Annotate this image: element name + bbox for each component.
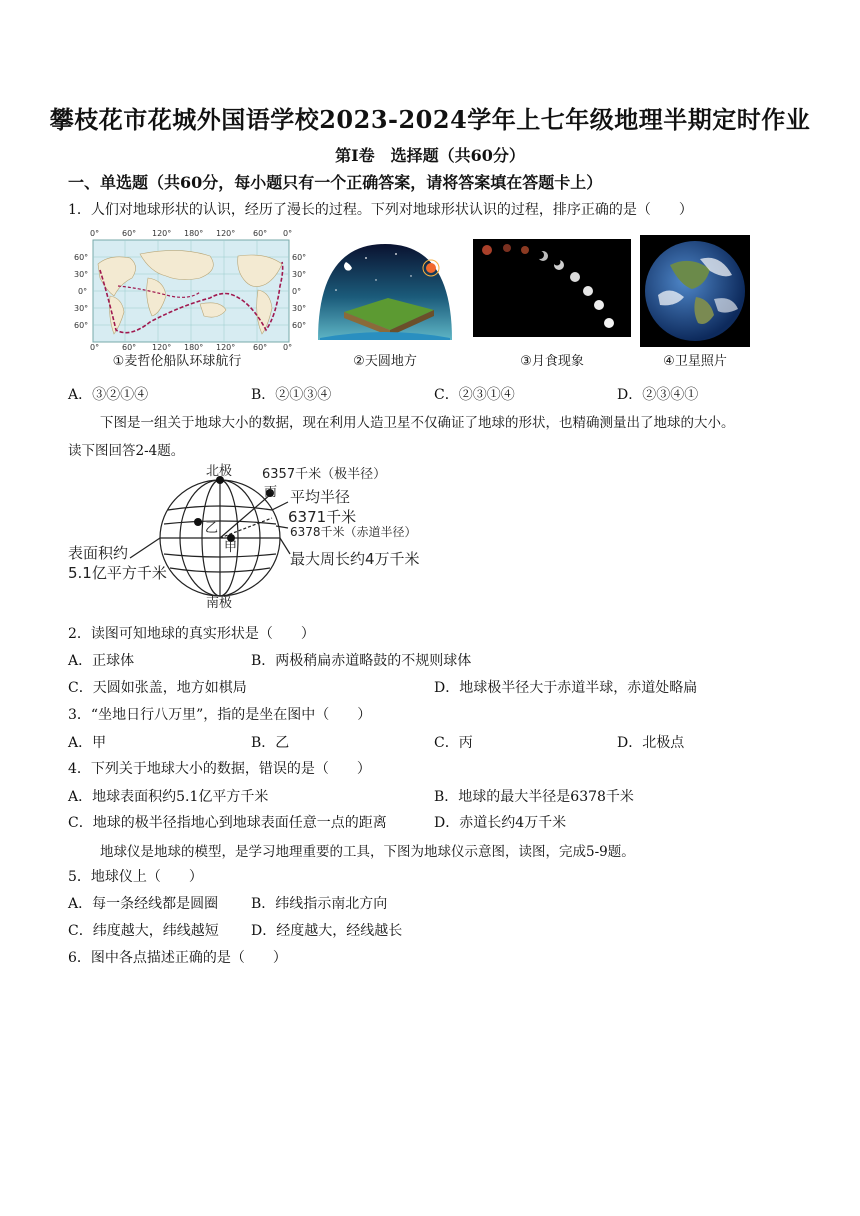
q3-option-c[interactable]: C．丙	[434, 735, 473, 751]
mean-radius-label: 平均半径	[290, 488, 351, 506]
q1-stem: 1．人们对地球形状的认识，经历了漫长的过程。下列对地球形状认识的过程，排序正确的是（ ）	[68, 202, 693, 218]
caption-satellite: ④卫星照片	[663, 354, 727, 369]
surface-area-label: 表面积约	[68, 544, 129, 562]
map-lon-label: 0°	[283, 343, 293, 352]
map-lon-label: 180°	[184, 229, 204, 238]
q4-option-a[interactable]: A．地球表面积约5.1亿平方千米	[68, 789, 269, 805]
point-yi-label: 乙	[205, 521, 219, 536]
q4-option-b[interactable]: B．地球的最大半径是6378千米	[434, 789, 634, 805]
q1-option-c[interactable]: C．②③①④	[434, 387, 515, 403]
q2-option-d[interactable]: D．地球极半径大于赤道半球，赤道处略扁	[434, 680, 698, 696]
map-lon-label: 60°	[122, 229, 137, 238]
map-lat-label: 0°	[292, 287, 302, 296]
equator-radius-label: 6378千米（赤道半径）	[290, 525, 417, 539]
q4-option-c[interactable]: C．地球的极半径指地心到地球表面任意一点的距离	[68, 815, 387, 831]
map-lat-label: 60°	[74, 253, 89, 262]
q3-option-d[interactable]: D．北极点	[617, 735, 685, 751]
satellite-photo-figure	[640, 235, 750, 347]
lunar-eclipse-figure	[473, 239, 631, 337]
map-lon-label: 0°	[90, 343, 100, 352]
dome-sky-figure	[316, 240, 454, 344]
caption-magellan: ①麦哲伦船队环球航行	[112, 354, 242, 369]
map-lat-label: 0°	[78, 287, 88, 296]
intro-5-9: 地球仪是地球的模型，是学习地理重要的工具，下图为地球仪示意图，读图，完成5-9题。	[100, 844, 635, 860]
map-lat-label: 30°	[74, 304, 89, 313]
point-bing-label: 丙	[264, 485, 278, 500]
q1-option-a[interactable]: A．③②①④	[68, 387, 149, 403]
map-lon-label: 60°	[253, 229, 268, 238]
map-lon-label: 0°	[90, 229, 100, 238]
q5-option-d[interactable]: D．经度越大，经线越长	[251, 923, 403, 939]
mean-radius-value: 6371千米	[288, 508, 357, 526]
q5-option-a[interactable]: A．每一条经线都是圆圈	[68, 896, 219, 912]
north-pole-label: 北极	[206, 464, 233, 479]
map-lon-label: 60°	[122, 343, 137, 352]
q5-option-b[interactable]: B．纬线指示南北方向	[251, 896, 388, 912]
q2-option-b[interactable]: B．两极稍扁赤道略鼓的不规则球体	[251, 653, 472, 669]
map-lat-label: 60°	[292, 253, 307, 262]
map-lon-label: 120°	[152, 229, 172, 238]
earth-size-figure	[64, 462, 444, 612]
intro-2-4-line2: 读下图回答2-4题。	[68, 443, 185, 459]
exam-subtitle: 第Ⅰ卷 选择题（共60分）	[335, 146, 525, 165]
q3-stem: 3．“坐地日行八万里”，指的是坐在图中（ ）	[68, 707, 372, 723]
circumference-label: 最大周长约4万千米	[290, 550, 420, 568]
map-lat-label: 60°	[292, 321, 307, 330]
q1-option-b[interactable]: B．②①③④	[251, 387, 332, 403]
caption-dome: ②天圆地方	[353, 354, 417, 369]
q6-stem: 6．图中各点描述正确的是（ ）	[68, 950, 287, 966]
map-lat-label: 30°	[74, 270, 89, 279]
map-lon-label: 120°	[216, 229, 236, 238]
map-lat-label: 30°	[292, 270, 307, 279]
map-lat-label: 60°	[74, 321, 89, 330]
q3-option-a[interactable]: A．甲	[68, 735, 107, 751]
south-pole-label: 南极	[206, 596, 233, 611]
exam-title: 攀枝花市花城外国语学校2023-2024学年上七年级地理半期定时作业	[49, 105, 811, 134]
caption-eclipse: ③月食现象	[520, 354, 584, 369]
q2-option-a[interactable]: A．正球体	[68, 653, 135, 669]
map-lat-label: 30°	[292, 304, 307, 313]
q4-option-d[interactable]: D．赤道长约4万千米	[434, 815, 567, 831]
q2-option-c[interactable]: C．天圆如张盖，地方如棋局	[68, 680, 247, 696]
map-lon-label: 120°	[152, 343, 172, 352]
map-lon-label: 60°	[253, 343, 268, 352]
q2-stem: 2．读图可知地球的真实形状是（ ）	[68, 626, 315, 642]
polar-radius-label: 6357千米（极半径）	[262, 467, 387, 482]
point-jia-label: 甲	[224, 540, 238, 555]
q3-option-b[interactable]: B．乙	[251, 735, 290, 751]
surface-area-value: 5.1亿平方千米	[68, 564, 167, 582]
q5-option-c[interactable]: C．纬度越大，纬线越短	[68, 923, 219, 939]
map-lon-label: 180°	[184, 343, 204, 352]
map-lon-label: 0°	[283, 229, 293, 238]
q1-option-d[interactable]: D．②③④①	[617, 387, 699, 403]
map-lon-label: 120°	[216, 343, 236, 352]
q5-stem: 5．地球仪上（ ）	[68, 869, 203, 885]
q4-stem: 4．下列关于地球大小的数据，错误的是（ ）	[68, 761, 371, 777]
intro-2-4-line1: 下图是一组关于地球大小的数据，现在利用人造卫星不仅确证了地球的形状，也精确测量出了地球的大小。	[100, 415, 735, 431]
section-heading: 一、单选题（共60分，每小题只有一个正确答案，请将答案填在答题卡上）	[68, 173, 603, 192]
